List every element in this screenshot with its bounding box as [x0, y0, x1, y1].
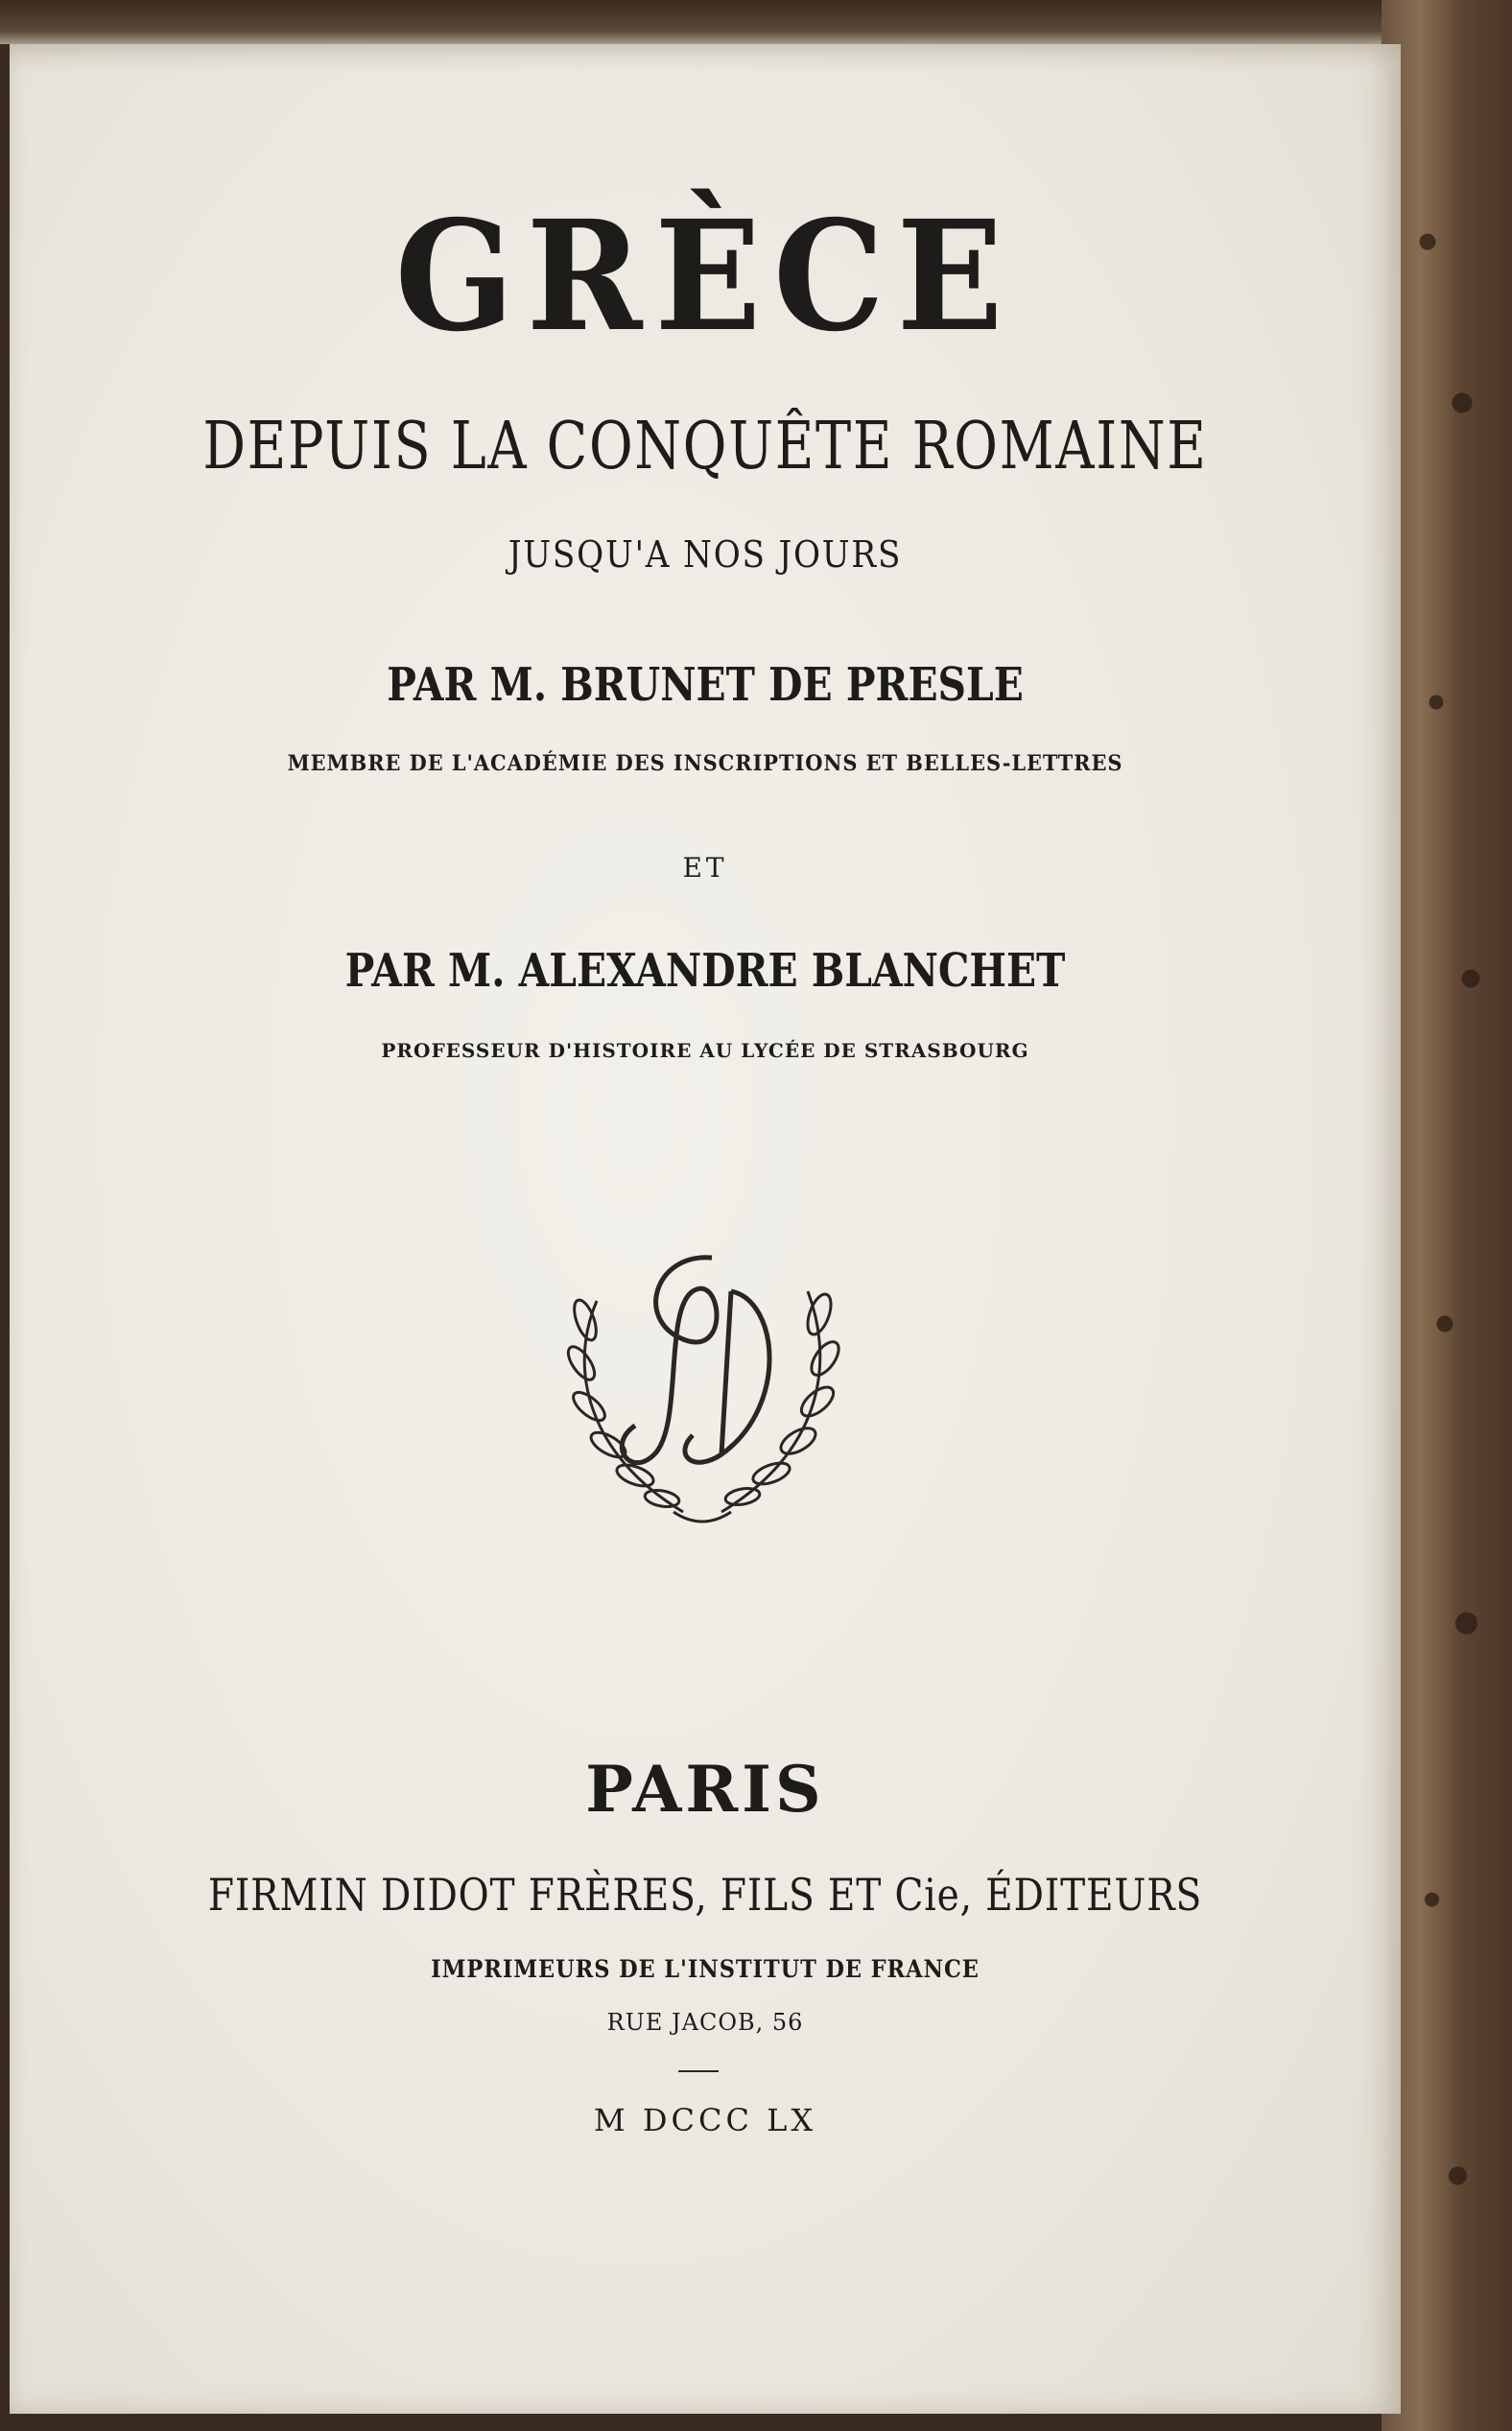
author-blanchet-role: PROFESSEUR D'HISTOIRE AU LYCÉE DE STRASBOURG	[381, 1039, 1029, 1062]
book-title: GRÈCE	[394, 188, 1016, 366]
author-brunet: PAR M. BRUNET DE PRESLE	[387, 658, 1024, 712]
author-blanchet: PAR M. ALEXANDRE BLANCHET	[344, 944, 1066, 998]
author-conjunction: ET	[682, 852, 728, 884]
publication-year: M DCCC LX	[593, 2102, 817, 2138]
publisher-name: FIRMIN DIDOT FRÈRES, FILS ET Cie, ÉDITEURS	[207, 1869, 1203, 1921]
publisher-address: RUE JACOB, 56	[606, 2009, 804, 2036]
printer-line: IMPRIMEURS DE L'INSTITUT DE FRANCE	[431, 1955, 980, 1983]
cover-foxing	[1410, 58, 1497, 2360]
divider-rule	[678, 2070, 719, 2072]
book-subtitle-secondary: JUSQU'A NOS JOURS	[508, 533, 903, 576]
book-top-edge	[0, 0, 1512, 44]
author-brunet-role: MEMBRE DE L'ACADÉMIE DES INSCRIPTIONS ET BELLES-LETTRES	[287, 751, 1123, 776]
book-subtitle: DEPUIS LA CONQUÊTE ROMAINE	[202, 409, 1208, 484]
publication-place: PARIS	[585, 1752, 825, 1827]
publisher-monogram-wreath-icon	[539, 1234, 865, 1560]
title-page	[10, 44, 1401, 2414]
